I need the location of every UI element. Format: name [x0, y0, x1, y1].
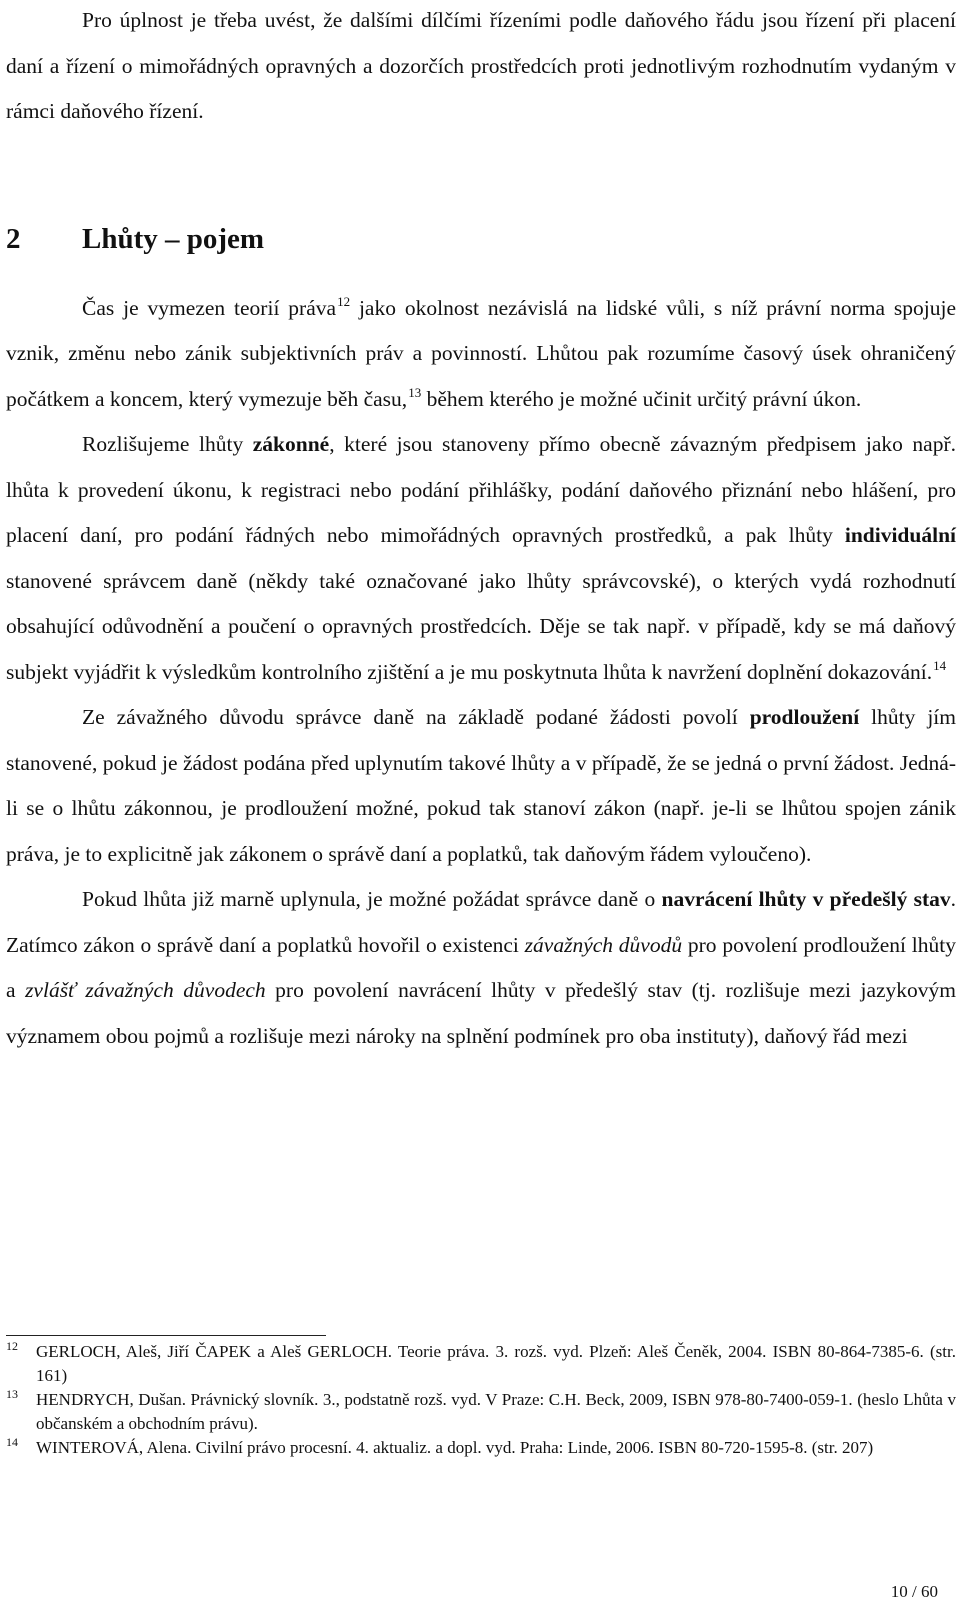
paragraph-text: během kterého je možné učinit určitý právní úkon.: [421, 386, 862, 411]
paragraph-text: Čas je vymezen teorií práva: [82, 295, 337, 320]
footnote-12: [6, 1340, 956, 1388]
term-restoration: navrácení lhůty v předešlý stav: [661, 887, 951, 911]
section-title: Lhůty – pojem: [82, 222, 265, 255]
footnote-number: 14: [6, 1435, 18, 1449]
term-individual: individuální: [844, 523, 956, 547]
footnote-number: 12: [6, 1339, 18, 1353]
paragraph-text: jako okolnost nezávislá na lidské vůli, s níž právní norma spojuje vznik, změnu nebo zánik subjektivních práv a povinností. Lhůtou pak rozumíme časový úsek ohraničený počátkem a koncem, který vymezuje běh času,: [6, 295, 956, 411]
paragraph-text: Pokud lhůta již marně uplynula, je možné požádat správce daně o: [82, 887, 662, 911]
section-number: 2: [6, 222, 21, 255]
footnote-ref-12[interactable]: 12: [337, 293, 351, 309]
footnote-text: GERLOCH, Aleš, Jiří ČAPEK a Aleš GERLOCH. Teorie práva. 3. rozš. vyd. Plzeň: Aleš Čeněk, 2004. ISBN 80-864-7385-6. (str. 161): [36, 1342, 956, 1385]
paragraph-time-definition: [6, 286, 956, 423]
paragraph-text: Ze závažného důvodu správce daně na základě podané žádosti povolí: [82, 705, 750, 729]
footnote-ref-13[interactable]: 13: [408, 384, 422, 400]
footnote-text: WINTEROVÁ, Alena. Civilní právo procesní. 4. aktualiz. a dopl. vyd. Praha: Linde, 2006. ISBN 80-720-1595-8. (str. 207): [36, 1438, 874, 1457]
footnote-ref-14[interactable]: 14: [933, 657, 947, 673]
page-number: 10 / 60: [890, 1582, 938, 1601]
footnote-text: HENDRYCH, Dušan. Právnický slovník. 3., podstatně rozš. vyd. V Praze: C.H. Beck, 2009, ISBN 978-80-7400-059-1. (heslo Lhůta v občanském a obchodním právu).: [36, 1390, 956, 1433]
paragraph-text: lhůty jím stanovené, pokud je žádost podána před uplynutím takové lhůty a v případě, že se jedná o první žádost. Jedná-li se o lhůtu zákonnou, je prodloužení možné, pokud tak stanoví zákon (např. je-li se lhůtou spojen zánik práva, je to explicitně jak zákonem o správě daní a poplatků, tak daňovým řádem vyloučeno).: [6, 705, 957, 866]
footnote-13: [6, 1388, 956, 1436]
paragraph-text: Rozlišujeme lhůty: [82, 432, 253, 456]
document-page: [6, 0, 956, 1059]
term-statutory: zákonné: [252, 432, 330, 456]
term-serious-reasons: závažných důvodů: [524, 932, 683, 957]
paragraph-restoration: [6, 877, 956, 1059]
paragraph-text: stanovené správcem daně (někdy také označované jako lhůty správcovské), o kterých vydá rozhodnutí obsahující odůvodnění a poučení o opravných prostředcích. Děje se tak např. v případě, kdy se má daňový subjekt vyjádřit k výsledkům kontrolního zjištění a je mu poskytnuta lhůta k navržení doplnění dokazování.: [6, 568, 956, 684]
paragraph-text: . Zatímco zákon o správě daní a poplatků hovořil o existenci: [6, 887, 957, 957]
section-heading: [6, 222, 956, 256]
paragraph-text: pro povolení navrácení lhůty v předešlý stav (tj. rozlišuje mezi jazykovým významem obou pojmů a rozlišuje mezi nároky na splnění podmínek pro oba instituty), daňový řád mezi: [6, 978, 957, 1048]
paragraph-deadline-types: [6, 422, 956, 695]
footnote-14: [6, 1436, 956, 1460]
term-especially-serious-reasons: zvlášť závažných důvodech: [25, 978, 266, 1002]
footnote-separator: [6, 1335, 326, 1336]
intro-paragraph: Pro úplnost je třeba uvést, že dalšími dílčími řízeními podle daňového řádu jsou řízení při placení daní a řízení o mimořádných opravných a dozorčích prostředcích proti jednotlivým rozhodnutím vydaným v rámci daňového řízení.: [6, 8, 956, 123]
paragraph-text: pro povolení prodloužení lhůty a: [6, 932, 957, 1002]
footnotes: [6, 1340, 956, 1460]
footnote-number: 13: [6, 1387, 18, 1401]
paragraph-text: , které jsou stanoveny přímo obecně závazným předpisem jako např. lhůta k provedení úkonu, k registraci nebo podání přihlášky, podání daňového přiznání nebo hlášení, pro placení daní, pro podání řádných nebo mimořádných opravných prostředků, a pak lhůty: [6, 432, 956, 547]
term-extension: prodloužení: [749, 705, 860, 729]
paragraph-extension: [6, 695, 956, 877]
